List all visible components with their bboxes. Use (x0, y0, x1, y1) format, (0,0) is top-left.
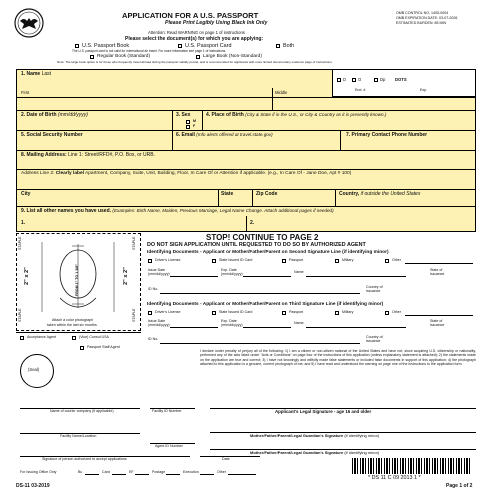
estimated-burden: ESTIMATED BURDEN: 85 MIN (396, 21, 447, 25)
office-dots-label: DOTS (395, 77, 407, 82)
form-id: DS-11 03-2019 (16, 483, 50, 489)
id2-military-label: Military (342, 310, 354, 314)
rule (202, 110, 203, 130)
staple-label-right-bottom: STAPLE (132, 308, 136, 322)
rule (252, 189, 253, 206)
id1-other-checkbox[interactable] (385, 259, 389, 263)
parent-signature-1-line[interactable] (210, 424, 476, 433)
id2-issue-date-hint: (mm/dd/yyyy) (148, 323, 170, 327)
passport-staff-checkbox[interactable] (80, 346, 84, 350)
id2-military-checkbox[interactable] (335, 311, 339, 315)
passport-book-label: U.S. Passport Book (82, 43, 130, 49)
rule (16, 169, 476, 170)
other-names-label: 9. List all other names you have used. (Examples: Birth Name, Maiden, Previous Marriage, Legal Name Change. Attach additional pages if needed) (21, 208, 334, 214)
zip-input[interactable] (254, 198, 333, 206)
office-dp-checkbox[interactable] (374, 78, 378, 82)
id2-passport-checkbox[interactable] (282, 311, 286, 315)
id1-name-input[interactable] (306, 268, 406, 277)
facility-id-label: Facility ID Number (152, 409, 182, 413)
attention-text: Attention: Read WARNING on page 1 of instructions (148, 30, 245, 35)
id1-id-no-input[interactable] (160, 285, 360, 294)
facility-name-label: Facility Name/Location (60, 434, 97, 438)
id2-passport-label: Passport (289, 310, 304, 314)
acceptance-agent-checkbox[interactable] (20, 336, 24, 340)
passport-book-checkbox[interactable] (75, 44, 79, 48)
country-input[interactable] (337, 198, 474, 206)
id1-issue-date-hint: (mm/dd/yyyy) (148, 272, 170, 276)
passport-staff-label: Passport Staff Agent (87, 345, 120, 349)
id2-id-no-label: ID No. (148, 337, 159, 341)
id1-issue-date-label: Issue Date (148, 268, 166, 272)
staple-label-right-top: STAPLE (132, 236, 136, 250)
id1-exp-date-label: Exp. Date (221, 268, 237, 272)
office-end-label: End. # (355, 88, 366, 92)
last-name-input[interactable] (20, 79, 328, 89)
id1-state-id-checkbox[interactable] (212, 259, 216, 263)
address2-input[interactable] (20, 179, 474, 189)
id2-drivers-license-checkbox[interactable] (148, 311, 152, 315)
rule (16, 110, 476, 111)
id2-id-no-input[interactable] (160, 335, 360, 344)
photo-size-label-left: 2" x 2" (24, 267, 30, 285)
id1-state-id-label: State Issued ID Card (219, 258, 253, 262)
id1-other-label: Other (392, 258, 401, 262)
middle-name-label: Middle (275, 90, 288, 95)
passport-card-label: U.S. Passport Card (185, 43, 232, 49)
office-use-box (332, 69, 476, 97)
other-name-2-label: 2. (250, 220, 255, 226)
office-other-label: Other (217, 470, 226, 474)
sex-f-checkbox[interactable] (186, 125, 190, 129)
state-input[interactable] (220, 198, 250, 206)
rule (200, 456, 260, 457)
id2-exp-date-label: Exp. Date (221, 319, 237, 323)
dob-label: 2. Date of Birth (mm/dd/yyyy) (21, 112, 88, 118)
rule (85, 474, 99, 475)
barcode-text: * DS 11 C 09 2013 1 * (368, 475, 421, 481)
first-name-input[interactable] (20, 98, 270, 110)
office-dp-label: Dp (380, 77, 386, 82)
office-use-label: For Issuing Office Only (20, 470, 57, 474)
us-seal-icon (14, 8, 44, 38)
rule (16, 332, 141, 333)
both-label: Both (283, 43, 295, 49)
rule (405, 315, 473, 316)
passport-card-checkbox[interactable] (178, 44, 182, 48)
rule (228, 474, 256, 475)
state-label: State (221, 191, 234, 197)
address2-label: Address Line 2: Clearly label Apartment, Company, Suite, Unit, Building, Floor, In Care Of or Attention if applicable. (e.g., In Care Of - Jane Doe, Apt # 100) (21, 171, 352, 176)
first-name-label: First (21, 90, 30, 95)
applicant-signature-line[interactable] (210, 400, 476, 409)
date-label: Date (222, 457, 230, 461)
id2-state-id-label: State Issued ID Card (219, 310, 253, 314)
id2-exp-date-hint: (mm/dd/yyyy) (221, 323, 243, 327)
office-d-checkbox[interactable] (337, 78, 341, 82)
staple-label-left-bottom: STAPLE (18, 308, 22, 322)
applicant-signature-label: Applicant's Legal Signature - age 16 and older (275, 409, 372, 414)
sex-m-label: M (193, 119, 196, 123)
declaration-text: I declare under penalty of perjury all of the following: 1) I am a citizen or non-citizen national of the United States and have not, since acquiring U.S. citizenship or nationality, performed any of the acts listed under "Acts or Conditions" on page four of the instructions of this application (unless explanatory statement is attached); 2) the statements made on the application are true and correct; 3) I have not knowingly and willfully made false statements or included false documents in support of this application; 4) the photograph attached to this application is a genuine, current photograph of me; and 5) I have read and understood the warning on page one of the instructions to the application form. (200, 349, 476, 366)
id-docs-title-1: Identifying Documents - Applicant or Mother/Father/Parent on Second Signature Line (if identifying minor) (147, 250, 389, 255)
acceptance-agent-label: Acceptance Agent (27, 335, 56, 339)
mailing-input[interactable] (20, 160, 474, 169)
id1-drivers-license-checkbox[interactable] (148, 259, 152, 263)
rule (272, 88, 273, 110)
id2-drivers-license-label: Driver's License (155, 310, 181, 314)
rule (172, 110, 173, 130)
omb-control: OMB CONTROL NO. 1405-0004 (396, 11, 449, 15)
email-input[interactable] (176, 140, 336, 150)
courier-company-label: Name of courier company (if applicable) (50, 409, 114, 413)
ssn-label: 5. Social Security Number (21, 132, 83, 138)
large-book-checkbox[interactable] (196, 55, 200, 59)
office-exp-label: Exp. (420, 88, 428, 92)
rule (16, 130, 476, 131)
id1-issue-date-input[interactable] (170, 268, 218, 277)
large-book-label: Large Book (Non-Standard) (203, 54, 262, 59)
id1-military-checkbox[interactable] (335, 259, 339, 263)
photo-caption-2: taken within the last six months (47, 323, 97, 327)
seal-label: (Seal) (28, 367, 40, 372)
id1-passport-label: Passport (289, 258, 304, 262)
office-o-label: O (358, 77, 362, 82)
id2-issue-date-label: Issue Date (148, 319, 166, 323)
office-d-label: D (343, 77, 347, 82)
agent-signature-label: Signature of person authorized to accept applications (42, 457, 127, 461)
regular-book-label: Regular Book (Standard) (97, 54, 151, 59)
barcode-image (352, 458, 470, 474)
city-label: City (21, 191, 31, 197)
id2-country-issuance-label: Country of Issuance (366, 335, 383, 343)
rule (200, 474, 214, 475)
id1-name-label: Name (294, 270, 304, 274)
id2-state-id-checkbox[interactable] (212, 311, 216, 315)
both-checkbox[interactable] (276, 44, 280, 48)
rule (172, 130, 173, 150)
city-input[interactable] (20, 198, 216, 206)
vice-consul-label: (Vice) Consul USA (79, 335, 109, 339)
parent-signature-2-label: Mother/Father/Parent/Legal Guardian's Signature (if identifying minor) (250, 450, 380, 455)
id2-state-issuance-label: State of Issuance (430, 319, 445, 327)
rule (218, 189, 219, 206)
other-name-1-input[interactable] (28, 217, 243, 230)
office-card-label: Card (102, 470, 110, 474)
large-book-note: Note: The large book option is for those who frequently travel abroad during the passport validity period, and is recommended for applicants with more limited documentary evidence page of instructions. (57, 60, 333, 64)
omb-expiration: OMB EXPIRATION DATE: 03-07-2026 (396, 16, 458, 20)
id2-other-checkbox[interactable] (385, 311, 389, 315)
form-subtitle: Please Print Legibly Using Black Ink Only (165, 20, 268, 26)
id2-other-label: Other (392, 310, 401, 314)
sex-f-label: F (193, 124, 196, 128)
ssn-input[interactable] (20, 140, 170, 150)
country-label: Country, if outside the United States (339, 191, 421, 197)
pob-label: 4. Place of Birth (City & State if in the U.S., or City & Country as it is presently known.) (206, 112, 387, 118)
agent-id-label: Agent ID Number (155, 444, 183, 448)
rule (335, 189, 336, 206)
id1-passport-checkbox[interactable] (282, 259, 286, 263)
id1-country-issuance-label: Country of Issuance (366, 285, 383, 293)
rule (135, 474, 149, 475)
parent-signature-2-line[interactable] (210, 441, 476, 450)
parent-signature-1-label: Mother/Father/Parent/Legal Guardian's Signature (if identifying minor) (250, 433, 380, 438)
rule (16, 206, 476, 207)
stop-headline: STOP! CONTINUE TO PAGE 2 (206, 233, 319, 242)
middle-name-input[interactable] (275, 98, 475, 110)
vice-consul-checkbox[interactable] (72, 336, 76, 340)
regular-book-checkbox[interactable] (90, 55, 94, 59)
id2-name-input[interactable] (306, 319, 406, 328)
mailing-label: 8. Mailing Address: Line 1: Street/RFD#, P.O. Box, or URB. (21, 152, 155, 158)
page-number: Page 1 of 2 (446, 483, 473, 489)
email-label: 6. Email (Info alerts offered at travel.state.gov) (176, 132, 273, 138)
phone-label: 7. Primary Contact Phone Number (346, 132, 428, 138)
rule (16, 150, 476, 151)
office-bc-label: Bc (78, 470, 83, 474)
rule (405, 263, 473, 264)
office-o-checkbox[interactable] (352, 78, 356, 82)
id1-id-no-label: ID No. (148, 287, 159, 291)
office-postage-label: Postage (152, 470, 166, 474)
select-doc-label: Please select the document(s) for which you are applying: (125, 36, 264, 42)
id1-exp-date-hint: (mm/dd/yyyy) (221, 272, 243, 276)
id1-state-issuance-label: State of Issuance (430, 268, 445, 276)
office-ef-label: EF (129, 470, 134, 474)
name-label: 1. Name Last (21, 71, 52, 77)
form-title: APPLICATION FOR A U.S. PASSPORT (122, 11, 259, 20)
rule (340, 130, 341, 150)
phone-input[interactable] (344, 140, 474, 150)
other-name-1-label: 1. (21, 220, 26, 226)
photo-caption-1: Attach a color photograph (52, 318, 94, 322)
rule (166, 474, 180, 475)
staple-label-left-top: STAPLE (18, 236, 22, 250)
photo-size-label-right: 2" x 2" (123, 267, 129, 285)
id1-military-label: Military (342, 258, 354, 262)
other-name-2-input[interactable] (257, 217, 472, 230)
rule (16, 189, 476, 190)
photo-face-size: FROM 1" TO 1 3/8" (75, 264, 79, 296)
id-docs-title-2: Identifying Documents - Applicant or Mother/Father/Parent on Third Signature Line (if identifying minor) (147, 302, 384, 307)
rule (112, 474, 126, 475)
office-execution-label: Execution (183, 470, 199, 474)
id1-drivers-license-label: Driver's License (155, 258, 181, 262)
stop-warning: DO NOT SIGN APPLICATION UNTIL REQUESTED TO DO SO BY AUTHORIZED AGENT (147, 242, 366, 248)
id2-name-label: Name (294, 321, 304, 325)
card-note: The U.S. passport card is not valid for international air travel. For more information see page 1 of instructions. (72, 49, 227, 53)
zip-label: Zip Code (256, 191, 278, 197)
rule (246, 216, 247, 232)
id2-exp-date-input[interactable] (243, 319, 291, 328)
id1-exp-date-input[interactable] (243, 268, 291, 277)
sex-m-checkbox[interactable] (186, 120, 190, 124)
sex-label: 3. Sex (176, 112, 191, 118)
id2-issue-date-input[interactable] (170, 319, 218, 328)
